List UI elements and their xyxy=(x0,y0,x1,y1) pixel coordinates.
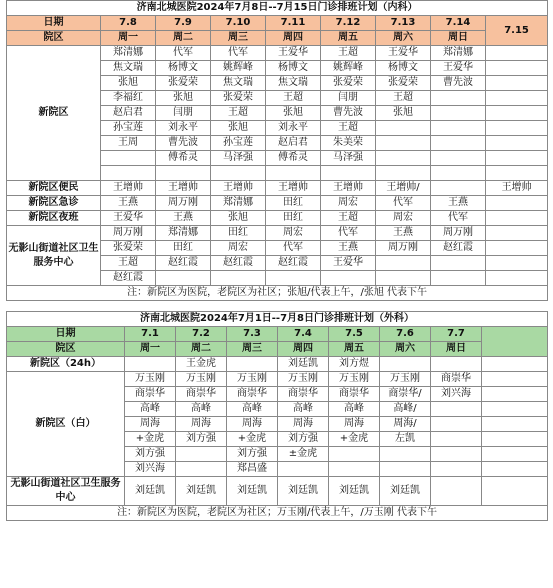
schedule-cell: 刘廷凯 xyxy=(380,477,431,506)
empty-cell xyxy=(482,477,548,506)
date-cell: 7.12 xyxy=(321,16,376,31)
schedule-cell: 王爱华 xyxy=(321,256,376,271)
table2-note: 注：新院区为医院，老院区为社区；万玉刚/代表上午，/万玉刚 代表下午 xyxy=(7,506,548,521)
area-label: 院区 xyxy=(7,31,101,46)
date-cell: 7.15 xyxy=(486,16,548,46)
schedule-cell: 高峰 xyxy=(329,402,380,417)
schedule-cell: 刘兴海 xyxy=(431,387,482,402)
schedule-cell: 焦文瑞 xyxy=(266,76,321,91)
schedule-cell xyxy=(486,226,548,241)
schedule-cell: 万玉刚 xyxy=(329,372,380,387)
schedule-cell: 王超 xyxy=(101,256,156,271)
schedule-cell: 刘廷凯 xyxy=(278,357,329,372)
dates-label: 日期 xyxy=(7,327,125,342)
schedule-cell: 商崇华 xyxy=(329,387,380,402)
schedule-cell: 张旭 xyxy=(156,91,211,106)
schedule-cell xyxy=(431,477,482,506)
schedule-cell: 周海 xyxy=(227,417,278,432)
schedule-cell: 张爱荣 xyxy=(376,76,431,91)
ward-rows xyxy=(7,181,548,196)
schedule-cell: +金虎 xyxy=(329,432,380,447)
schedule-cell: 郑昌盛 xyxy=(227,462,278,477)
schedule-cell: 商崇华 xyxy=(431,372,482,387)
schedule-cell xyxy=(486,106,548,121)
schedule-cell: 曹先波 xyxy=(321,106,376,121)
date-cell: 7.6 xyxy=(380,327,431,342)
schedule-cell: 张爱荣 xyxy=(101,241,156,256)
schedule-cell xyxy=(486,91,548,106)
schedule-cell: 周海 xyxy=(278,417,329,432)
schedule-cell xyxy=(266,166,321,181)
table-row xyxy=(7,46,548,61)
schedule-cell: 左凯 xyxy=(380,432,431,447)
empty-cell xyxy=(482,432,548,447)
schedule-cell xyxy=(176,447,227,462)
schedule-cell: 王增帅 xyxy=(321,181,376,196)
schedule-cell: 刘方强 xyxy=(125,447,176,462)
schedule-cell xyxy=(376,151,431,166)
schedule-cell xyxy=(380,462,431,477)
schedule-cell: 郑清娜 xyxy=(101,46,156,61)
schedule-cell xyxy=(156,166,211,181)
area-name-cell: 新院区便民 xyxy=(7,181,101,196)
schedule-cell: 孙宝莲 xyxy=(101,121,156,136)
schedule-cell xyxy=(431,151,486,166)
weekday-cell: 周五 xyxy=(329,342,380,357)
schedule-cell: 田红 xyxy=(211,226,266,241)
schedule-cell xyxy=(431,357,482,372)
schedule-cell: 周海 xyxy=(176,417,227,432)
date-cell: 7.2 xyxy=(176,327,227,342)
date-cell: 7.13 xyxy=(376,16,431,31)
schedule-cell: 刘兴海 xyxy=(125,462,176,477)
schedule-cell: 王燕 xyxy=(156,211,211,226)
schedule-cell: 马泽强 xyxy=(321,151,376,166)
schedule-cell: 代军 xyxy=(156,46,211,61)
schedule-cell: 周海 xyxy=(125,417,176,432)
dates-label: 日期 xyxy=(7,16,101,31)
table-row xyxy=(7,226,548,241)
table1-title: 济南北城医院2024年7月8日--7月15日门诊排班计划（内科） xyxy=(7,1,548,16)
schedule-cell: 高峰 xyxy=(125,402,176,417)
schedule-cell: 刘廷凯 xyxy=(278,477,329,506)
weekday-cell: 周六 xyxy=(376,31,431,46)
weekday-cell: 周三 xyxy=(211,31,266,46)
schedule-cell: 高峰 xyxy=(176,402,227,417)
schedule-cell: 刘廷凯 xyxy=(329,477,380,506)
schedule-cell: 王燕 xyxy=(431,196,486,211)
schedule-cell: 朱美荣 xyxy=(321,136,376,151)
schedule-cell: 姚辉峰 xyxy=(321,61,376,76)
schedule-cell: 田红 xyxy=(156,241,211,256)
schedule-cell: 闫朋 xyxy=(321,91,376,106)
schedule-cell xyxy=(431,91,486,106)
weekday-cell: 周二 xyxy=(176,342,227,357)
schedule-cell: 周万刚 xyxy=(156,196,211,211)
surgery-schedule-table xyxy=(6,311,548,521)
schedule-cell xyxy=(486,76,548,91)
schedule-cell: 田红 xyxy=(266,196,321,211)
schedule-cell: 代军 xyxy=(431,211,486,226)
schedule-cell: 田红 xyxy=(266,211,321,226)
new-area-rows xyxy=(7,46,548,181)
schedule-cell: 周万刚 xyxy=(101,226,156,241)
schedule-cell: 姚辉峰 xyxy=(211,61,266,76)
schedule-cell: 商崇华 xyxy=(278,387,329,402)
schedule-cell: 赵红霞 xyxy=(211,256,266,271)
schedule-cell xyxy=(156,271,211,286)
schedule-cell xyxy=(431,256,486,271)
area-name-cell: 新院区（白） xyxy=(7,372,125,477)
empty-cell xyxy=(482,417,548,432)
empty-cell xyxy=(482,387,548,402)
schedule-cell: 周宏 xyxy=(321,196,376,211)
schedule-cell: 周宏 xyxy=(266,226,321,241)
weekday-cell: 周四 xyxy=(278,342,329,357)
schedule-cell: 王超 xyxy=(321,211,376,226)
community-rows xyxy=(7,226,548,286)
date-cell: 7.1 xyxy=(125,327,176,342)
schedule-cell: 万玉刚 xyxy=(125,372,176,387)
schedule-cell: 高峰 xyxy=(227,402,278,417)
schedule-cell xyxy=(486,196,548,211)
area-name-cell: 新院区 xyxy=(7,46,101,181)
schedule-cell: 王增帅 xyxy=(211,181,266,196)
schedule-cell: 傅希灵 xyxy=(156,151,211,166)
schedule-cell: 王爱华 xyxy=(376,46,431,61)
schedule-cell: 赵启君 xyxy=(101,106,156,121)
schedule-cell xyxy=(486,256,548,271)
schedule-cell xyxy=(125,357,176,372)
schedule-cell xyxy=(431,462,482,477)
schedule-cell: 王爱华 xyxy=(431,61,486,76)
weekday-cell: 周四 xyxy=(266,31,321,46)
schedule-cell: 曹先波 xyxy=(431,76,486,91)
schedule-cell: 闫朋 xyxy=(156,106,211,121)
schedule-cell: 王增帅 xyxy=(156,181,211,196)
schedule-cell xyxy=(329,447,380,462)
schedule-cell: 万玉刚 xyxy=(380,372,431,387)
schedule-cell: 王燕 xyxy=(376,226,431,241)
area-label: 院区 xyxy=(7,342,125,357)
table1-note: 注：新院区为医院，老院区为社区；张旭/代表上午，/张旭 代表下午 xyxy=(7,286,548,301)
schedule-cell: 王超 xyxy=(211,106,266,121)
date-cell: 7.14 xyxy=(431,16,486,31)
schedule-cell: 张旭 xyxy=(266,106,321,121)
date-cell: 7.3 xyxy=(227,327,278,342)
schedule-cell: 王增帅 xyxy=(486,181,548,196)
schedule-cell xyxy=(176,462,227,477)
date-cell: 7.4 xyxy=(278,327,329,342)
schedule-cell: 刘方强 xyxy=(278,432,329,447)
date-cell: 7.9 xyxy=(156,16,211,31)
schedule-cell: +金虎 xyxy=(125,432,176,447)
schedule-cell xyxy=(486,166,548,181)
schedule-cell: 王超 xyxy=(321,46,376,61)
area-name-cell: 无影山街道社区卫生服务中心 xyxy=(7,226,101,286)
date-cell: 7.8 xyxy=(101,16,156,31)
schedule-cell xyxy=(486,151,548,166)
schedule-cell: 曹先波 xyxy=(156,136,211,151)
weekday-cell: 周一 xyxy=(125,342,176,357)
24h-rows xyxy=(7,357,548,372)
schedule-cell: 刘廷凯 xyxy=(227,477,278,506)
schedule-cell xyxy=(101,151,156,166)
schedule-cell xyxy=(431,271,486,286)
schedule-cell: 周宏 xyxy=(211,241,266,256)
schedule-cell: 代军 xyxy=(211,46,266,61)
weekday-cell: 周日 xyxy=(431,342,482,357)
area-name-cell: 无影山街道社区卫生服务中心 xyxy=(7,477,125,506)
area-name-cell: 新院区（24h） xyxy=(7,357,125,372)
schedule-cell: ±金虎 xyxy=(278,447,329,462)
schedule-cell: 赵红霞 xyxy=(431,241,486,256)
empty-cell xyxy=(482,402,548,417)
schedule-cell xyxy=(431,432,482,447)
internal-medicine-schedule-table xyxy=(6,0,548,301)
schedule-cell xyxy=(431,417,482,432)
schedule-cell: 王超 xyxy=(376,91,431,106)
schedule-cell xyxy=(431,181,486,196)
schedule-cell xyxy=(431,447,482,462)
table2-title: 济南北城医院2024年7月1日--7月8日门诊排班计划（外科） xyxy=(7,312,548,327)
schedule-cell: 杨博文 xyxy=(266,61,321,76)
schedule-cell xyxy=(431,166,486,181)
empty-cell xyxy=(482,357,548,372)
schedule-cell xyxy=(211,166,266,181)
weekday-cell: 周五 xyxy=(321,31,376,46)
schedule-cell: 万玉刚 xyxy=(176,372,227,387)
schedule-cell xyxy=(376,256,431,271)
schedule-cell: 王增帅 xyxy=(266,181,321,196)
weekday-cell: 周三 xyxy=(227,342,278,357)
schedule-cell: 周海 xyxy=(329,417,380,432)
schedule-cell: 张爱荣 xyxy=(321,76,376,91)
schedule-cell: 王爱华 xyxy=(101,211,156,226)
schedule-cell: 张旭 xyxy=(211,211,266,226)
schedule-cell: 张旭 xyxy=(101,76,156,91)
schedule-cell: 代军 xyxy=(321,226,376,241)
table-row xyxy=(7,372,548,387)
schedule-cell xyxy=(486,121,548,136)
table-row xyxy=(7,357,548,372)
schedule-cell: 王燕 xyxy=(321,241,376,256)
weekday-cell: 周六 xyxy=(380,342,431,357)
table-row xyxy=(7,196,548,211)
schedule-cell xyxy=(380,357,431,372)
weekday-cell: 周日 xyxy=(431,31,486,46)
schedule-cell: 王超 xyxy=(321,121,376,136)
schedule-cell: 赵启君 xyxy=(266,136,321,151)
schedule-cell: 代军 xyxy=(376,196,431,211)
schedule-cell: 傅希灵 xyxy=(266,151,321,166)
area-name-cell: 新院区急诊 xyxy=(7,196,101,211)
schedule-cell xyxy=(431,106,486,121)
day-rows xyxy=(7,372,548,477)
schedule-cell: 马泽强 xyxy=(211,151,266,166)
table-row xyxy=(7,181,548,196)
date-cell: 7.11 xyxy=(266,16,321,31)
schedule-cell: 商崇华/ xyxy=(380,387,431,402)
schedule-cell xyxy=(211,271,266,286)
empty-cell xyxy=(482,372,548,387)
schedule-cell xyxy=(486,211,548,226)
schedule-cell xyxy=(486,241,548,256)
schedule-cell: 张爱荣 xyxy=(211,91,266,106)
empty-cell xyxy=(482,447,548,462)
schedule-cell xyxy=(376,271,431,286)
schedule-cell: 刘廷凯 xyxy=(176,477,227,506)
schedule-cell xyxy=(101,166,156,181)
empty-header-cell xyxy=(482,327,548,357)
schedule-cell: 刘永平 xyxy=(156,121,211,136)
schedule-cell: 王燕 xyxy=(101,196,156,211)
weekday-cell: 周二 xyxy=(156,31,211,46)
schedule-cell: 张旭 xyxy=(376,106,431,121)
schedule-cell: 焦文瑞 xyxy=(211,76,266,91)
schedule-cell xyxy=(431,136,486,151)
empty-cell xyxy=(482,462,548,477)
schedule-cell: 周海/ xyxy=(380,417,431,432)
schedule-cell xyxy=(321,166,376,181)
schedule-cell xyxy=(329,462,380,477)
night-rows xyxy=(7,211,548,226)
schedule-cell: 高峰/ xyxy=(380,402,431,417)
schedule-cell: 王增帅/ xyxy=(376,181,431,196)
schedule-cell xyxy=(486,136,548,151)
schedule-cell: 张旭 xyxy=(211,121,266,136)
schedule-cell: 赵红霞 xyxy=(156,256,211,271)
schedule-cell: 高峰 xyxy=(278,402,329,417)
schedule-cell xyxy=(486,61,548,76)
schedule-cell: 王金虎 xyxy=(176,357,227,372)
schedule-cell: 王超 xyxy=(266,91,321,106)
schedule-cell xyxy=(321,271,376,286)
weekday-cell: 周一 xyxy=(101,31,156,46)
schedule-cell: 商崇华 xyxy=(125,387,176,402)
schedule-cell: 商崇华 xyxy=(227,387,278,402)
schedule-cell xyxy=(486,46,548,61)
schedule-cell: 王增帅 xyxy=(101,181,156,196)
schedule-cell: 郑清娜 xyxy=(211,196,266,211)
schedule-cell: 王周 xyxy=(101,136,156,151)
schedule-cell: 杨博文 xyxy=(156,61,211,76)
schedule-cell xyxy=(431,121,486,136)
schedule-cell: 周万刚 xyxy=(431,226,486,241)
schedule-cell xyxy=(380,447,431,462)
schedule-cell: 赵红霞 xyxy=(266,256,321,271)
schedule-cell xyxy=(266,271,321,286)
date-cell: 7.5 xyxy=(329,327,380,342)
area-name-cell: 新院区夜班 xyxy=(7,211,101,226)
schedule-cell: 商崇华 xyxy=(176,387,227,402)
schedule-cell: 赵红霞 xyxy=(101,271,156,286)
schedule-cell: +金虎 xyxy=(227,432,278,447)
schedule-cell: 张爱荣 xyxy=(156,76,211,91)
table-row xyxy=(7,477,548,506)
schedule-cell: 代军 xyxy=(266,241,321,256)
schedule-cell: 郑清娜 xyxy=(156,226,211,241)
schedule-cell: 周宏 xyxy=(376,211,431,226)
schedule-cell: 李福红 xyxy=(101,91,156,106)
schedule-cell xyxy=(278,462,329,477)
date-cell: 7.7 xyxy=(431,327,482,342)
schedule-cell xyxy=(227,357,278,372)
schedule-cell: 刘方强 xyxy=(176,432,227,447)
schedule-cell: 杨博文 xyxy=(376,61,431,76)
schedule-cell xyxy=(376,136,431,151)
schedule-cell xyxy=(376,121,431,136)
schedule-cell: 刘永平 xyxy=(266,121,321,136)
table-row xyxy=(7,211,548,226)
date-cell: 7.10 xyxy=(211,16,266,31)
community-rows xyxy=(7,477,548,506)
er-rows xyxy=(7,196,548,211)
schedule-cell: 周万刚 xyxy=(376,241,431,256)
schedule-cell: 万玉刚 xyxy=(278,372,329,387)
schedule-cell: 王爱华 xyxy=(266,46,321,61)
schedule-cell: 郑清娜 xyxy=(431,46,486,61)
schedule-cell: 焦文瑞 xyxy=(101,61,156,76)
schedule-cell: 刘方强 xyxy=(227,447,278,462)
schedule-cell: 万玉刚 xyxy=(227,372,278,387)
schedule-cell xyxy=(486,271,548,286)
schedule-cell: 刘廷凯 xyxy=(125,477,176,506)
schedule-cell xyxy=(376,166,431,181)
schedule-cell: 孙宝莲 xyxy=(211,136,266,151)
schedule-cell xyxy=(431,402,482,417)
schedule-cell: 刘方煜 xyxy=(329,357,380,372)
